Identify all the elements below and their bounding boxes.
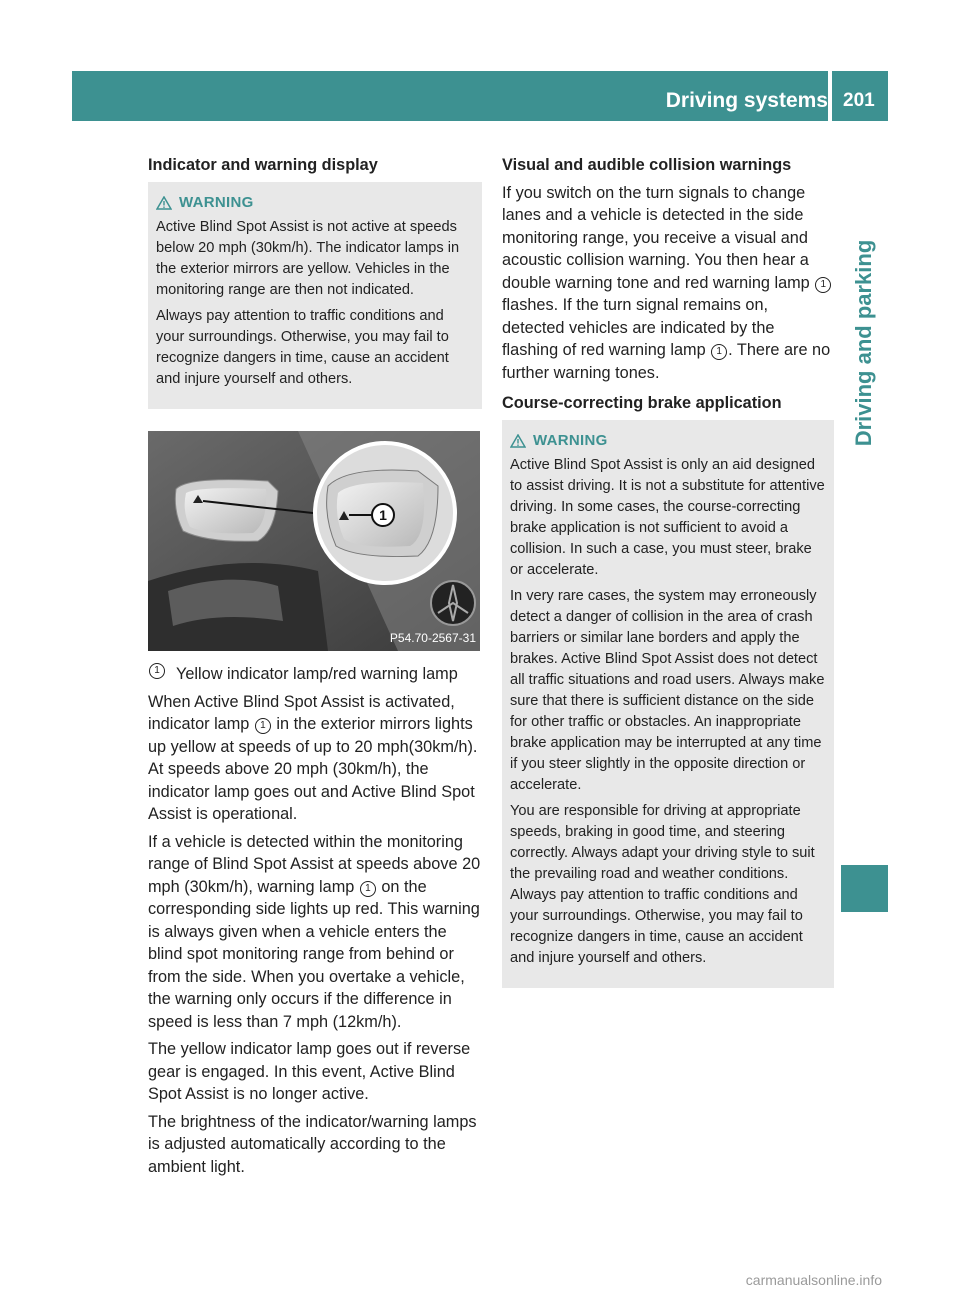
warning-text: Active Blind Spot Assist is only an aid designed to assist driving. It is not a substitute for attentive driving. In some cases, the course-correcting brake application is not sufficient to avoid a collision. In such a case, you must steer, brake or accelerate. xyxy=(510,457,825,578)
text-run: in the exterior mirrors lights up yellow at speeds of up to 20 mph(30km/h). At speeds above 20 mph (30km/h), the indicator lamp goes out and Active Blind Spot Assist is operational. xyxy=(148,715,478,823)
figure-code: P54.70-2567-31 xyxy=(389,630,476,645)
warning-header xyxy=(156,192,474,215)
text-run: . There are no further warning tones. xyxy=(502,341,831,382)
callout-1-icon: 1 xyxy=(815,277,831,293)
side-tab-label: Driving and parking xyxy=(851,239,876,447)
text-run: If you switch on the turn signals to change lanes and a vehicle is detected in the side monitoring range, you receive a visual and acoustic collision warning. You then hear a double warning tone and red warning lamp xyxy=(502,183,810,292)
body-paragraph: The brightness of the indicator/warning lamps is adjusted automatically according to the ambient light. xyxy=(148,1112,477,1176)
text-run: flashes. If the turn signal remains on, detected vehicles are indicated by the flashing of red warning lamp xyxy=(502,296,775,359)
callout-1-icon: 1 xyxy=(255,718,271,734)
brake-heading: Course-correcting brake application xyxy=(502,394,782,412)
text-run: When Active Blind Spot Assist is activated, indicator lamp xyxy=(148,692,455,733)
callout-1-icon: 1 xyxy=(360,881,376,897)
body-paragraph xyxy=(148,831,482,1034)
caption-text: Yellow indicator lamp/red warning lamp xyxy=(176,665,458,683)
text-run: on the corresponding side lights up red. This warning is always given when a vehicle enters the blind spot monitoring range from behind or from the side. When you overtake a vehicle, the warning only occurs if the difference in speed is less than 7 mph (12km/h). xyxy=(148,877,480,1031)
warning-header xyxy=(510,430,826,453)
header-divider xyxy=(828,71,832,121)
left-column xyxy=(148,154,482,1183)
warning-text: Always pay attention to traffic conditions and your surroundings. Otherwise, you may fail to recognize dangers in time, cause an accident and injure yourself and others. xyxy=(156,308,449,387)
body-paragraph xyxy=(148,691,482,826)
callout-1-icon: 1 xyxy=(149,663,165,679)
mirror-figure xyxy=(148,431,480,651)
figure-callout-1: 1 xyxy=(379,507,387,523)
warning-label: WARNING xyxy=(533,431,608,449)
warning-triangle-icon xyxy=(156,196,172,210)
warning-label: WARNING xyxy=(179,193,254,211)
callout-1-icon: 1 xyxy=(711,344,727,360)
warning-box-2 xyxy=(502,420,834,989)
right-column xyxy=(502,154,834,988)
warning-box-1 xyxy=(148,182,482,410)
indicator-heading: Indicator and warning display xyxy=(148,156,378,174)
text-run: If a vehicle is detected within the monitoring range of Blind Spot Assist at speeds above 20 mph (30km/h), warning lamp xyxy=(148,832,481,896)
collision-heading: Visual and audible collision warnings xyxy=(502,156,792,174)
figure-caption xyxy=(148,663,482,686)
section-title: Driving systems xyxy=(665,89,828,112)
watermark: carmanualsonline.info xyxy=(745,1272,882,1288)
mirror-illustration xyxy=(148,431,480,651)
side-tab-marker xyxy=(841,865,888,912)
page-number: 201 xyxy=(843,90,875,111)
warning-text: Active Blind Spot Assist is not active at speeds below 20 mph (30km/h). The indicator lamps in the exterior mirrors are yellow. Vehicles in the monitoring range are then not indicated. xyxy=(156,219,460,298)
body-paragraph xyxy=(502,182,834,385)
warning-text: You are responsible for driving at appropriate speeds, braking in good time, and steering correctly. Always adapt your driving style to suit the prevailing road and weather conditions. Always pay attention to traffic conditions and your surroundings. Otherwise, you may fail to recognize dangers in time, cause an accident and injure yourself and others. xyxy=(510,803,815,966)
body-paragraph: The yellow indicator lamp goes out if reverse gear is engaged. In this event, Active Blind Spot Assist is no longer active. xyxy=(148,1040,471,1103)
warning-text: In very rare cases, the system may erroneously detect a danger of collision in the area of crash barriers or similar lane borders and apply the brakes. Active Blind Spot Assist does not detect all traffic situations and road users. Always make sure that there is sufficient distance on the side for other traffic or obstacles. An inappropriate brake application may be interrupted at any time if you steer slightly in the opposite direction or accelerate. xyxy=(510,588,825,793)
warning-triangle-icon xyxy=(510,434,526,448)
